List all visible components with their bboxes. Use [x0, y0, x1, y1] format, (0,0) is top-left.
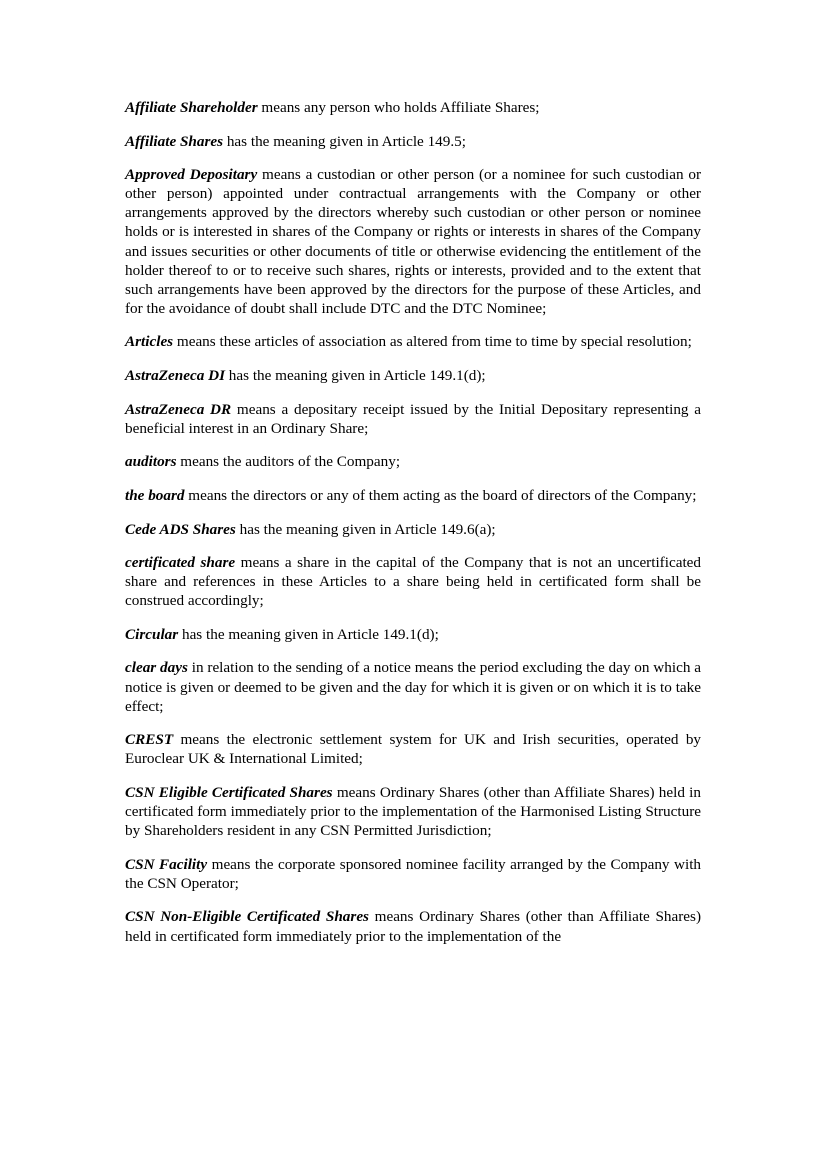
definition-term: Affiliate Shareholder: [125, 99, 258, 116]
document-page: [125, 98, 701, 946]
definition-cede-ads-shares: [125, 520, 701, 539]
definition-term: Circular: [125, 625, 179, 643]
definition-term: AstraZeneca DI: [125, 367, 225, 385]
definition-auditors: [125, 452, 701, 471]
definition-term: CSN Facility: [125, 855, 208, 873]
definition-term: CSN Eligible Certificated Shares: [125, 783, 333, 801]
definition-term: CSN Non-Eligible Certificated Shares: [125, 908, 369, 926]
definition-text: means any person who holds Affiliate Shares;: [261, 99, 540, 116]
definition-clear-days: [125, 658, 701, 715]
definition-text: has the meaning given in Article 149.5;: [226, 132, 466, 150]
definition-text: means a custodian or other person (or a nominee for such custodian or other person) appointed under contractual arrangements with the Company or other arrangements approved by the directors whereby such custodian or other person or nominee holds or is interested in shares of the Company or rights or interests in shares of the Company and issues securities or other documents of title or otherwise evidencing the entitlement of the holder thereof to or to receive such shares, rights or interests, provided and to the extent that such arrangements have been approved by the directors for the purpose of these Articles, and for the avoidance of doubt shall include DTC and the DTC Nominee;: [125, 166, 701, 317]
definition-text: means Ordinary Shares (other than Affiliate Shares) held in certificated form immediately prior to the implementation of the: [125, 908, 702, 945]
definition-term: Cede ADS Shares: [125, 520, 236, 538]
definition-text: means these articles of association as altered from time to time by special resolution;: [176, 333, 692, 351]
definition-text: has the meaning given in Article 149.1(d);: [181, 625, 439, 643]
definition-csn-eligible-certificated-shares: [125, 783, 701, 840]
definition-csn-facility: [125, 855, 701, 893]
definition-term: certificated share: [125, 554, 236, 572]
definition-text: means the directors or any of them acting as the board of directors of the Company;: [188, 486, 697, 504]
definition-term: AstraZeneca DR: [125, 400, 232, 418]
definition-term: the board: [125, 486, 185, 504]
definition-text: means a share in the capital of the Company that is not an uncertificated share and references in these Articles to a share being held in certificated form shall be construed accordingly;: [125, 554, 701, 610]
definition-approved-depositary: [125, 165, 701, 318]
definition-text: means the auditors of the Company;: [180, 453, 401, 471]
definition-affiliate-shareholder: [125, 98, 701, 117]
definition-affiliate-shares: [125, 132, 701, 151]
definition-astrazeneca-di: [125, 366, 701, 385]
definition-text: means a depositary receipt issued by the Initial Depositary representing a beneficial interest in an Ordinary Share;: [125, 400, 702, 437]
definition-text: means Ordinary Shares (other than Affiliate Shares) held in certificated form immediately prior to the implementation of the Harmonised Listing Structure by Shareholders resident in any CSN Permitted Jurisdiction;: [125, 783, 701, 840]
definition-articles: [125, 332, 701, 351]
definition-the-board: [125, 486, 701, 505]
definition-circular: [125, 625, 701, 644]
definition-text: has the meaning given in Article 149.1(d);: [228, 367, 486, 385]
definition-astrazeneca-dr: [125, 400, 701, 438]
definition-term: Articles: [125, 333, 174, 351]
definition-text: means the electronic settlement system for UK and Irish securities, operated by Euroclear UK & International Limited;: [125, 731, 702, 768]
definition-crest: [125, 730, 701, 768]
definition-csn-non-eligible-certificated-shares: [125, 907, 701, 945]
definition-text: in relation to the sending of a notice means the period excluding the day on which a notice is given or deemed to be given and the day for which it is given or on which it is to take effect;: [125, 659, 702, 715]
definition-term: CREST: [125, 731, 174, 749]
definition-term: clear days: [125, 659, 188, 677]
definition-term: Approved Depositary: [125, 166, 258, 184]
definition-certificated-share: [125, 553, 701, 610]
definition-text: has the meaning given in Article 149.6(a);: [239, 520, 496, 538]
definition-term: auditors: [125, 453, 177, 471]
definition-text: means the corporate sponsored nominee facility arranged by the Company with the CSN Operator;: [125, 855, 702, 892]
definition-term: Affiliate Shares: [125, 132, 224, 150]
